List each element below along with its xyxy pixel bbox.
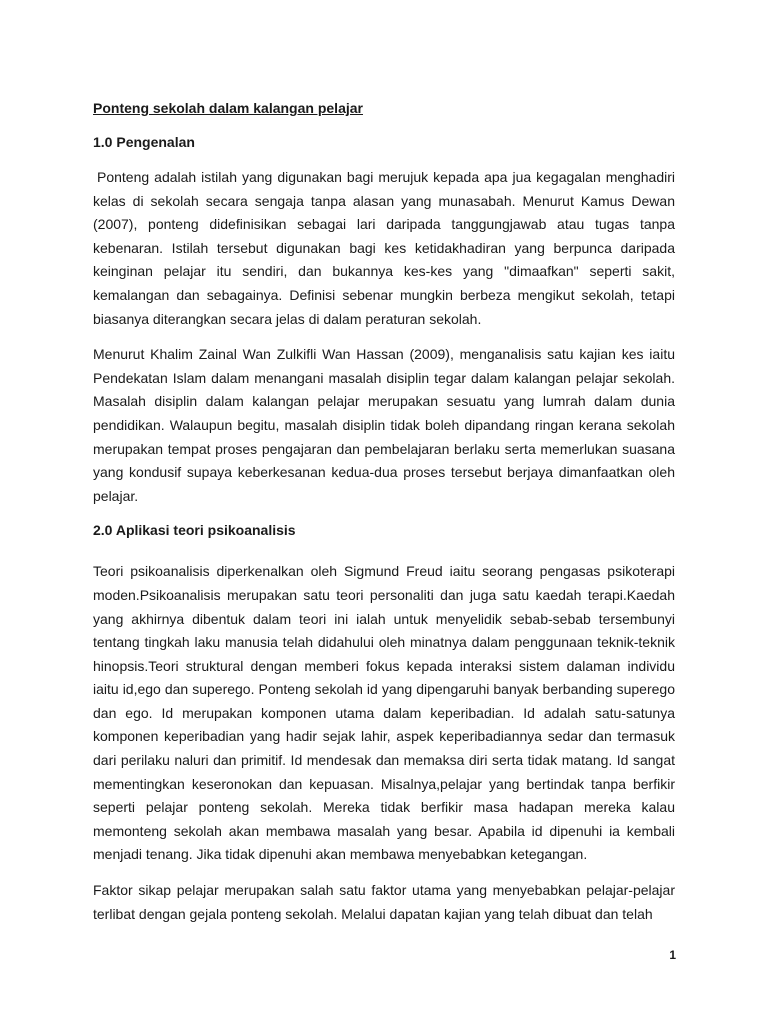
paragraph: Teori psikoanalisis diperkenalkan oleh Sigmund Freud iaitu seorang pengasas psikoterapi moden.Psikoanalisis merupakan satu teori personaliti dan juga satu kaedah terapi.Kaedah yang akhirnya dibentuk dalam teori ini ialah untuk menyelidik sebab-sebab tersembunyi tentang tingkah laku manusia telah didahului oleh minatnya dalam penggunaan teknik-teknik hinopsis.Teori struktural dengan memberi fokus kepada interaksi sistem dalaman individu iaitu id,ego dan superego. Ponteng sekolah id yang dipengaruhi banyak berbanding superego dan ego. Id merupakan komponen utama dalam keperibadian. Id adalah satu-satunya komponen keperibadian yang hadir sejak lahir, aspek keperibadiannya sedar dan termasuk dari perilaku naluri dan primitif. Id mendesak dan memaksa diri serta tidak matang. Id sangat mementingkan keseronokan dan kepuasan. Misalnya,pelajar yang bertindak tanpa berfikir seperti pelajar ponteng sekolah. Mereka tidak berfikir masa hadapan mereka kalau memonteng sekolah akan membawa masalah yang besar. Apabila id dipenuhi ia kembali menjadi tenang. Jika tidak dipenuhi akan membawa menyebabkan ketegangan. bbox=[93, 563, 675, 863]
section-heading-aplikasi-teori: 2.0 Aplikasi teori psikoanalisis bbox=[93, 522, 296, 539]
page-number: 1 bbox=[669, 948, 676, 962]
document-title: Ponteng sekolah dalam kalangan pelajar bbox=[93, 100, 363, 116]
paragraph: Faktor sikap pelajar merupakan salah satu faktor utama yang menyebabkan pelajar-pelajar terlibat dengan gejala ponteng sekolah. Melalui dapatan kajian yang telah dibuat dan telah bbox=[93, 882, 675, 922]
document-body bbox=[93, 98, 675, 938]
paragraph: Menurut Khalim Zainal Wan Zulkifli Wan Hassan (2009), menganalisis satu kajian kes iaitu Pendekatan Islam dalam menangani masalah disiplin tegar dalam kalangan pelajar sekolah. Masalah disiplin dalam kalangan pelajar merupakan sesuatu yang lumrah dalam dunia pendidikan. Walaupun begitu, masalah disiplin tidak boleh dipandang ringan kerana sekolah merupakan tempat proses pengajaran dan pembelajaran berlaku serta memerlukan suasana yang kondusif supaya keberkesanan kedua-dua proses tersebut berjaya dimanfaatkan oleh pelajar. bbox=[93, 346, 675, 504]
section-heading-pengenalan: 1.0 Pengenalan bbox=[93, 134, 195, 150]
paragraph: Ponteng adalah istilah yang digunakan bagi merujuk kepada apa jua kegagalan menghadiri kelas di sekolah secara sengaja tanpa alasan yang munasabah. Menurut Kamus Dewan (2007), ponteng didefinisikan sebagai lari daripada tanggungjawab atau tugas tanpa kebenaran. Istilah tersebut digunakan bagi kes ketidakhadiran yang berpunca daripada keinginan pelajar itu sendiri, dan bukannya kes-kes yang "dimaafkan" seperti sakit, kemalangan dan sebagainya. Definisi sebenar mungkin berbeza mengikut sekolah, tetapi biasanya diterangkan secara jelas di dalam peraturan sekolah. bbox=[93, 169, 675, 327]
